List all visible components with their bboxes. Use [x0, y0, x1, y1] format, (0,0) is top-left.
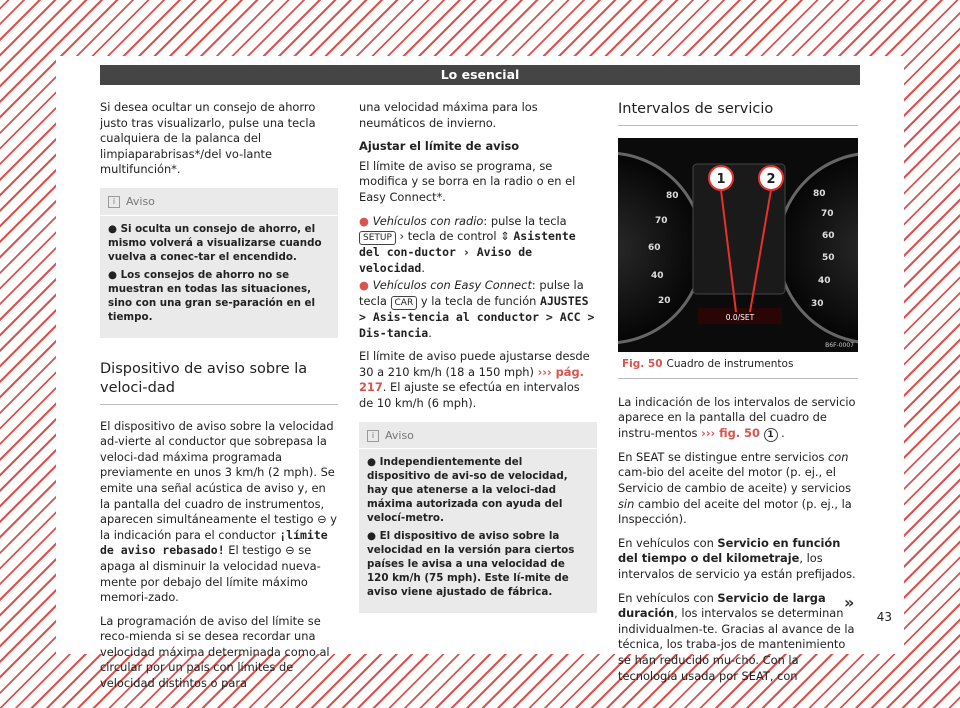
- warning-lamp-icon: ⊖: [285, 543, 295, 558]
- aviso-title: Aviso: [126, 194, 155, 208]
- setup-key: SETUP: [359, 231, 396, 245]
- paragraph: una velocidad máxima para los neumáticos de invierno.: [359, 100, 538, 130]
- paragraph: La indicación de los intervalos de servicio aparece en la pantalla del cuadro de instru-mentos ››› fig. 50 1 .: [618, 394, 856, 440]
- section-heading: Intervalos de servicio: [618, 100, 858, 126]
- list-item: ● Si oculta un consejo de ahorro, el mismo volverá a visualizarse cuando vuelva a conec-tar el encendido.: [108, 222, 322, 263]
- aviso-title: Aviso: [385, 428, 414, 442]
- paragraph: El dispositivo de aviso sobre la velocidad ad-vierte al conductor que sobrepasa la veloci-dad máxima programada previamente en unos 3 km/h (2 mph). Se emite una señal acústica de aviso y, en la pantalla del cuadro de instrumentos, aparecen simultáneamente el testigo ⊖ y la indicación para el conductor ¡límite de aviso rebasado! El testigo ⊖ se apaga al disminuir la velocidad nueva-mente por debajo del límite máximo memori-zado.: [100, 418, 337, 605]
- gauge-label: 80: [666, 191, 679, 201]
- gauge-label: 80: [813, 189, 826, 199]
- callout-label: 1: [716, 172, 726, 187]
- list-item: ● El dispositivo de aviso sobre la velocidad en la versión para ciertos países le avisa a una velocidad de 120 km/h (75 mph). Este lí-mite de aviso viene ajustado de fábrica.: [367, 530, 575, 599]
- callout-label: 2: [766, 172, 776, 187]
- list-item: ● Vehículos con radio: pulse la tecla SETUP › tecla de control ⇕ Asistente del con-ductor › Aviso de velocidad.: [359, 213, 576, 275]
- subheading: Ajustar el límite de aviso: [359, 139, 520, 154]
- gauge-label: 40: [651, 271, 664, 281]
- gauge-label: 70: [655, 216, 668, 226]
- gauge-label: 40: [818, 276, 831, 286]
- list-item: ● Los consejos de ahorro no se muestran en todas las situaciones, sino con una gran se-paración en el tiempo.: [108, 268, 316, 323]
- list-item: ● Vehículos con Easy Connect: pulse la tecla CAR y la tecla de función AJUSTES > Asis-tencia al conductor > ACC > Dis-tancia.: [359, 278, 595, 340]
- list-item: ● Independientemente del dispositivo de avi-so de velocidad, hay que atenerse a la veloci-dad máxima autorizada con ayuda del velocí-metro.: [367, 456, 568, 525]
- paragraph: En vehículos con Servicio en función del tiempo o del kilometraje, los intervalos de servicio ya están prefijados.: [618, 535, 856, 581]
- gauge-label: 20: [658, 296, 671, 306]
- column-3: [618, 100, 858, 692]
- instrument-cluster-image: [618, 138, 858, 352]
- callout-ref: 1: [764, 428, 778, 442]
- paragraph: Si desea ocultar un consejo de ahorro justo tras visualizarlo, pulse una tecla cualquiera de la palanca del limpiaparabrisas*/del vo-lante multifunción*.: [100, 100, 316, 177]
- page-number: 43: [876, 610, 892, 624]
- paragraph: En vehículos con Servicio de larga duración, los intervalos se determinan individualmen-te. Gracias al avance de la técnica, los traba-jos de mantenimiento se han reducido mu-cho. Con la tecnología usada por SEAT, con: [618, 590, 855, 683]
- paragraph: La programación de aviso del límite se reco-mienda si se desea recordar una velocidad máxima determinada como al circular por un país con límites de velocidad distintos o para: [100, 613, 330, 691]
- page: [56, 56, 904, 691]
- instrument-cluster-figure: [618, 138, 858, 352]
- column-1: [100, 100, 338, 700]
- column-2: [359, 100, 597, 625]
- display-readout: 0.0/SET: [725, 313, 755, 322]
- paragraph: El límite de aviso puede ajustarse desde 30 a 210 km/h (18 a 150 mph) ››› pág. 217. El ajuste se efectúa en intervalos de 10 km/h (6 mph).: [359, 349, 590, 410]
- aviso-box: [100, 188, 338, 338]
- info-icon: i: [108, 196, 120, 208]
- section-header: Lo esencial: [100, 65, 860, 85]
- gauge-label: 60: [648, 243, 661, 253]
- gauge-label: 30: [811, 299, 824, 309]
- arrows-icon: ⇕: [500, 229, 510, 244]
- page-link[interactable]: ››› pág. 217: [359, 364, 584, 395]
- gauge-label: 70: [821, 209, 834, 219]
- paragraph: El límite de aviso se programa, se modifica y se borra en la radio o en el Easy Connect*.: [359, 158, 576, 204]
- figure-code: B6F-0007: [825, 342, 854, 349]
- section-heading: Dispositivo de aviso sobre la veloci-dad: [100, 360, 338, 405]
- gauge-label: 60: [822, 231, 835, 241]
- info-icon: i: [367, 430, 379, 442]
- continue-mark: »: [844, 593, 855, 612]
- car-key: CAR: [391, 296, 418, 310]
- paragraph: En SEAT se distingue entre servicios con cam-bio del aceite del motor (p. ej., el Servicio de cambio de aceite) y servicios sin cambio del aceite del motor (p. ej., la Inspección).: [618, 449, 852, 527]
- figure-caption: Fig. 50 Cuadro de instrumentos: [618, 352, 858, 379]
- gauge-label: 50: [822, 253, 835, 263]
- aviso-box: [359, 422, 597, 614]
- warning-lamp-icon: ⊖: [317, 512, 327, 527]
- figure-link[interactable]: ››› fig. 50: [701, 425, 760, 440]
